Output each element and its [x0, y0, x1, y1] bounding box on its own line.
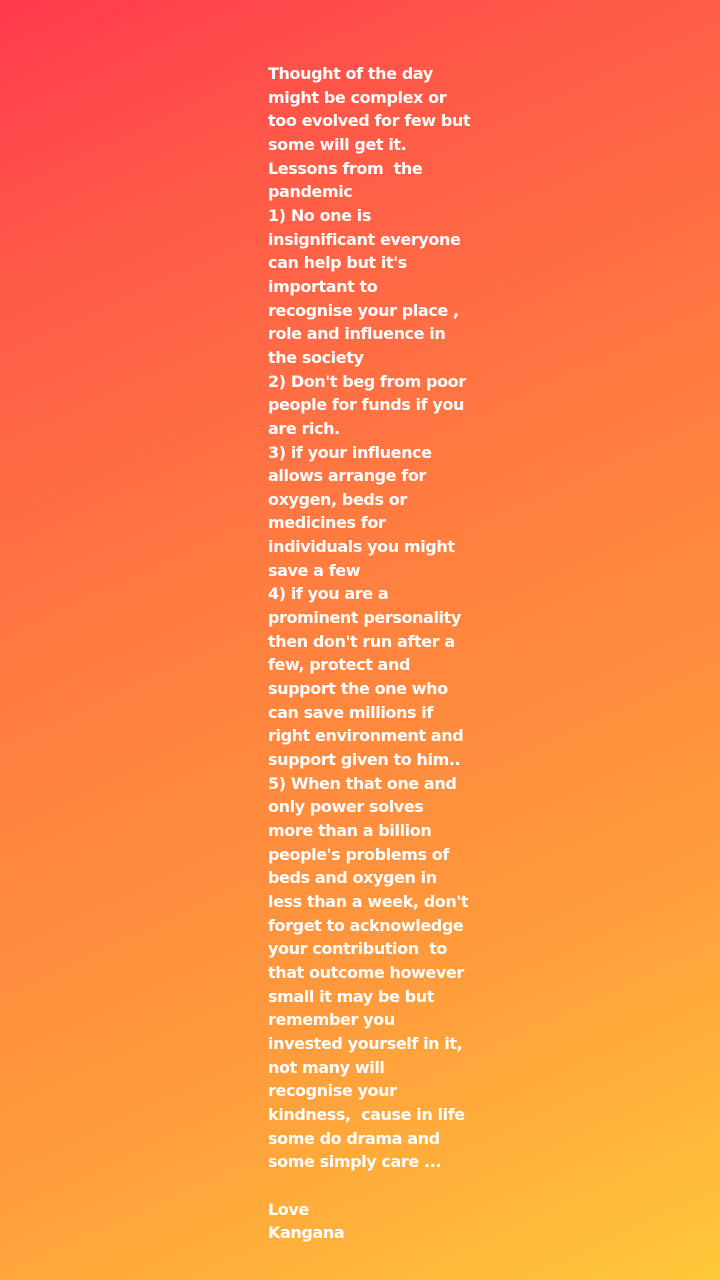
story-text: Thought of the day might be complex or too evolved for few but some will get it. Lessons from the pandemic 1) No one is insignificant everyone can help but it's important to recognise your place , role and influence in the society 2) Don't beg from poor people for funds if you are rich. 3) if your influence allows arrange for oxygen, beds or medicines for individuals you might save a few 4) if you are a prominent personality then don't run after a few, protect and support the one who can save millions if right environment and support given to him.. 5) When that one and only power solves more than a billion people's problems of beds and oxygen in less than a week, don't forget to acknowledge your contribution to that outcome however small it may be but remember you invested yourself in it, not many will recognise your kindness, cause in life some do drama and some simply care ... Love Kangana: [268, 64, 471, 1243]
